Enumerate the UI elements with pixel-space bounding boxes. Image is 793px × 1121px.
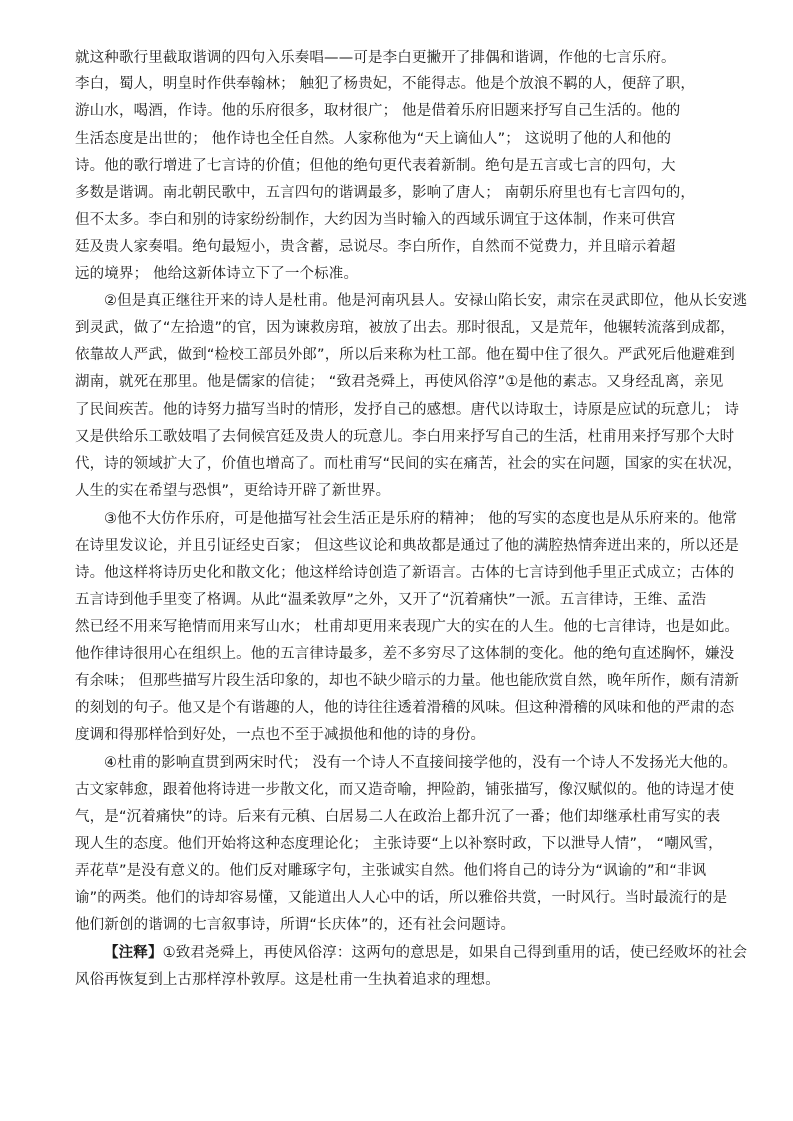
paragraph-line: 然已经不用来写艳情而用来写山水； 杜甫却更用来表现广大的实在的人生。他的七言律诗，也是如此。 bbox=[75, 619, 740, 635]
paragraph-line: 廷及贵人家奏唱。绝句最短小，贵含蓄，忌说尽。李白所作，自然而不觉费力，并且暗示着超 bbox=[75, 239, 676, 255]
paragraph-line: 游山水，喝酒，作诗。他的乐府很多，取材很广； 他是借着乐府旧题来抒写自己生活的。他的 bbox=[75, 103, 681, 119]
paragraph-line: 就这种歌行里截取谐调的四句入乐奏唱——可是李白更撇开了排偶和谐调，作他的七言乐府。 bbox=[75, 50, 676, 66]
paragraph-line: 了民间疾苦。他的诗努力描写当时的情形，发抒自己的感想。唐代以诗取士，诗原是应试的玩意儿； 诗 bbox=[75, 402, 740, 418]
paragraph-line: 弄花草”是没有意义的。他们反对雕琢字句，主张诚实自然。他们将自己的诗分为“讽谕的”和“非讽 bbox=[75, 863, 707, 879]
paragraph-line: 气，是“沉着痛快”的诗。后来有元稹、白居易二人在政治上都升沉了一番；他们却继承杜甫写实的表 bbox=[75, 809, 721, 825]
paragraph-line: 又是供给乐工歌妓唱了去伺候宫廷及贵人的玩意儿。李白用来抒写自己的生活，杜甫用来抒写那个大时 bbox=[75, 429, 735, 445]
footnote-line bbox=[104, 943, 747, 963]
paragraph-line: 人生的实在希望与恐惧”，更给诗开辟了新世界。 bbox=[75, 483, 391, 499]
paragraph-line: 他作律诗很用心在组织上。他的五言律诗最多，差不多穷尽了这体制的变化。他的绝句直述胸怀，嫌没 bbox=[75, 646, 735, 662]
footnote-line: 风俗再恢复到上古那样淳朴敦厚。这是杜甫一生执着追求的理想。 bbox=[75, 972, 500, 988]
paragraph-line: 他们新创的谐调的七言叙事诗，所谓“长庆体”的，还有社会问题诗。 bbox=[75, 917, 516, 933]
paragraph-line: 但不太多。李白和别的诗家纷纷制作，大约因为当时输入的西域乐调宜于这体制，作来可供宫 bbox=[75, 212, 676, 228]
paragraph-line: 到灵武，做了“左拾遗”的官，因为谏救房琯，被放了出去。那时很乱，又是荒年，他辗转流落到成都， bbox=[75, 320, 735, 336]
paragraph-line: 有余味； 但那些描写片段生活印象的，却也不缺少暗示的力量。他也能欣赏自然，晚年所作，颇有清新 bbox=[75, 673, 740, 689]
paragraph-line: 现人生的态度。他们开始将这种态度理论化； 主张诗要“上以补察时政，下以泄导人情”， “嘲风雪， bbox=[75, 836, 723, 852]
footnote-text: ①致君尧舜上，再使风俗淳：这两句的意思是，如果自己得到重用的话，使已经败坏的社会 bbox=[162, 945, 748, 961]
paragraph-line: 诗。他的歌行增进了七言诗的价值；但他的绝句更代表着新制。绝句是五言或七言的四句，大 bbox=[75, 158, 676, 174]
paragraph-line: 依靠故人严武，做到“检校工部员外郎”，所以后来称为杜工部。他在蜀中住了很久。严武死后他避难到 bbox=[75, 347, 735, 363]
paragraph-line: 代，诗的领域扩大了，价值也增高了。而杜甫写“民间的实在痛苦，社会的实在问题，国家的实在状况， bbox=[75, 456, 742, 472]
paragraph-line: ②但是真正继往开来的诗人是杜甫。他是河南巩县人。安禄山陷长安，肃宗在灵武即位，他从长安逃 bbox=[104, 293, 748, 309]
footnote-label: 【注释】 bbox=[104, 945, 163, 961]
paragraph-line: 多数是谐调。南北朝民歌中，五言四句的谐调最多，影响了唐人； 南朝乐府里也有七言四句的， bbox=[75, 185, 696, 201]
paragraph-line: 度调和得那样恰到好处，一点也不至于减损他和他的诗的身份。 bbox=[75, 727, 486, 743]
paragraph-line: 五言诗到他手里变了格调。从此“温柔敦厚”之外，又开了“沉着痛快”一派。五言律诗，王维、孟浩 bbox=[75, 592, 707, 608]
paragraph-line: 古文家韩愈，跟着他将诗进一步散文化，而又造奇喻，押险韵，铺张描写，像汉赋似的。他的诗逞才使 bbox=[75, 782, 735, 798]
paragraph-line: 湖南，就死在那里。他是儒家的信徒； “致君尧舜上，再使风俗淳”①是他的素志。又身经乱离，亲见 bbox=[75, 374, 724, 390]
paragraph-line: 诗。他这样将诗历史化和散文化；他这样给诗创造了新语言。古体的七言诗到他手里正式成立；古体的 bbox=[75, 565, 735, 581]
paragraph-line: 李白，蜀人，明皇时作供奉翰林； 触犯了杨贵妃，不能得志。他是个放浪不羁的人，便辞了职， bbox=[75, 76, 696, 92]
paragraph-line: 生活态度是出世的； 他作诗也全任自然。人家称他为“天上谪仙人”； 这说明了他的人和他的 bbox=[75, 131, 672, 147]
paragraph-line: 在诗里发议论，并且引证经史百家； 但这些议论和典故都是通过了他的满腔热情奔迸出来的，所以还是 bbox=[75, 538, 740, 554]
paragraph-line: 谕”的两类。他们的诗却容易懂，又能道出人人心中的话，所以雅俗共赏，一时风行。当时最流行的是 bbox=[75, 890, 728, 906]
paragraph-line: ④杜甫的影响直贯到两宋时代； 没有一个诗人不直接间接学他的，没有一个诗人不发扬光大他的。 bbox=[104, 755, 738, 771]
paragraph-line: 的刻划的句子。他又是个有谐趣的人，他的诗往往透着滑稽的风味。但这种滑稽的风味和他的严肃的态 bbox=[75, 700, 735, 716]
paragraph-line: 远的境界； 他给这新体诗立下了一个标准。 bbox=[75, 266, 359, 282]
paragraph-line: ③他不大仿作乐府，可是他描写社会生活正是乐府的精神； 他的写实的态度也是从乐府来的。他常 bbox=[104, 511, 738, 527]
